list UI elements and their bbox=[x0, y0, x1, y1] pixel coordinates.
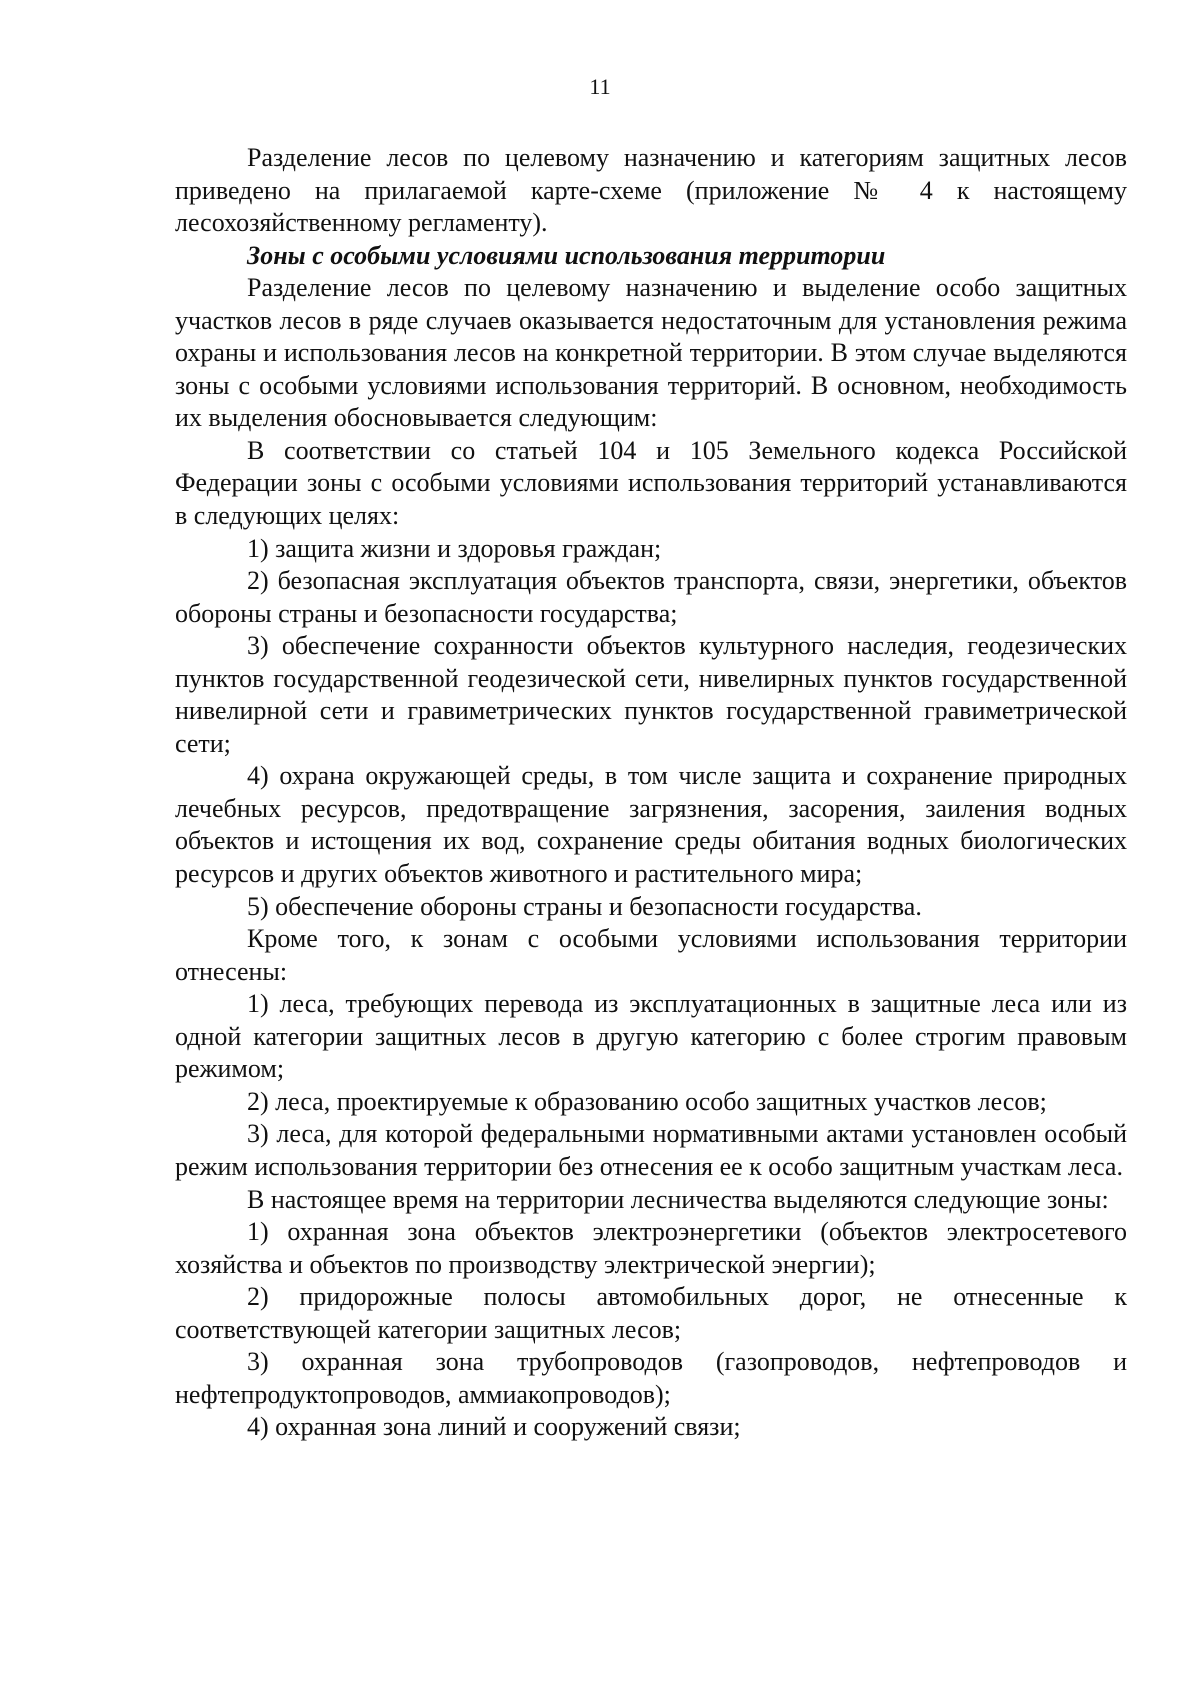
list-item: 1) защита жизни и здоровья граждан; bbox=[247, 533, 662, 563]
paragraph: Кроме того, к зонам с особыми условиями использования территории отнесены: bbox=[175, 924, 1127, 986]
list-item: 3) обеспечение сохранности объектов культурного наследия, геодезических пунктов государственной геодезической сети, нивелирных пунктов государственной нивелирной сети и гравиметрических пунктов государственной гравиметрической сети; bbox=[175, 631, 1127, 758]
paragraph: Разделение лесов по целевому назначению и выделение особо защитных участков лесов в ряде случаев оказывается недостаточным для установления режима охраны и использования лесов на конкретной территории. В этом случае выделяются зоны с особыми условиями использования территорий. В основном, необходимость их выделения обосновывается следующим: bbox=[175, 273, 1127, 433]
document-body bbox=[175, 142, 1127, 1444]
paragraph: В настоящее время на территории лесничества выделяются следующие зоны: bbox=[247, 1184, 1109, 1214]
list-item: 2) леса, проектируемые к образованию особо защитных участков лесов; bbox=[247, 1086, 1047, 1116]
list-item: 3) леса, для которой федеральными нормативными актами установлен особый режим использования территории без отнесения ее к особо защитным участкам леса. bbox=[175, 1119, 1127, 1181]
list-item: 4) охрана окружающей среды, в том числе защита и сохранение природных лечебных ресурсов, предотвращение загрязнения, засорения, заиления водных объектов и истощения их вод, сохранение среды обитания водных биологических ресурсов и других объектов животного и растительного мира; bbox=[175, 761, 1127, 889]
list-item: 1) охранная зона объектов электроэнергетики (объектов электросетевого хозяйства и объектов по производству электрической энергии); bbox=[175, 1217, 1127, 1279]
list-item: 3) охранная зона трубопроводов (газопроводов, нефтепроводов и нефтепродуктопроводов, аммиакопроводов); bbox=[175, 1347, 1127, 1409]
page-number: 11 bbox=[589, 74, 611, 99]
list-item: 4) охранная зона линий и сооружений связи; bbox=[247, 1412, 741, 1442]
paragraph: В соответствии со статьей 104 и 105 Земельного кодекса Российской Федерации зоны с особыми условиями использования территорий устанавливаются в следующих целях: bbox=[175, 435, 1127, 531]
section-heading: Зоны с особыми условиями использования территории bbox=[247, 240, 886, 270]
list-item: 2) придорожные полосы автомобильных дорог, не отнесенные к соответствующей категории защитных лесов; bbox=[175, 1282, 1127, 1344]
paragraph: Разделение лесов по целевому назначению и категориям защитных лесов приведено на прилагаемой карте-схеме (приложение № 4 к настоящему лесохозяйственному регламенту). bbox=[175, 143, 1127, 238]
list-item: 2) безопасная эксплуатация объектов транспорта, связи, энергетики, объектов обороны страны и безопасности государства; bbox=[175, 566, 1127, 628]
list-item: 5) обеспечение обороны страны и безопасности государства. bbox=[247, 891, 922, 921]
list-item: 1) леса, требующих перевода из эксплуатационных в защитные леса или из одной категории защитных лесов в другую категорию с более строгим правовым режимом; bbox=[175, 989, 1127, 1084]
